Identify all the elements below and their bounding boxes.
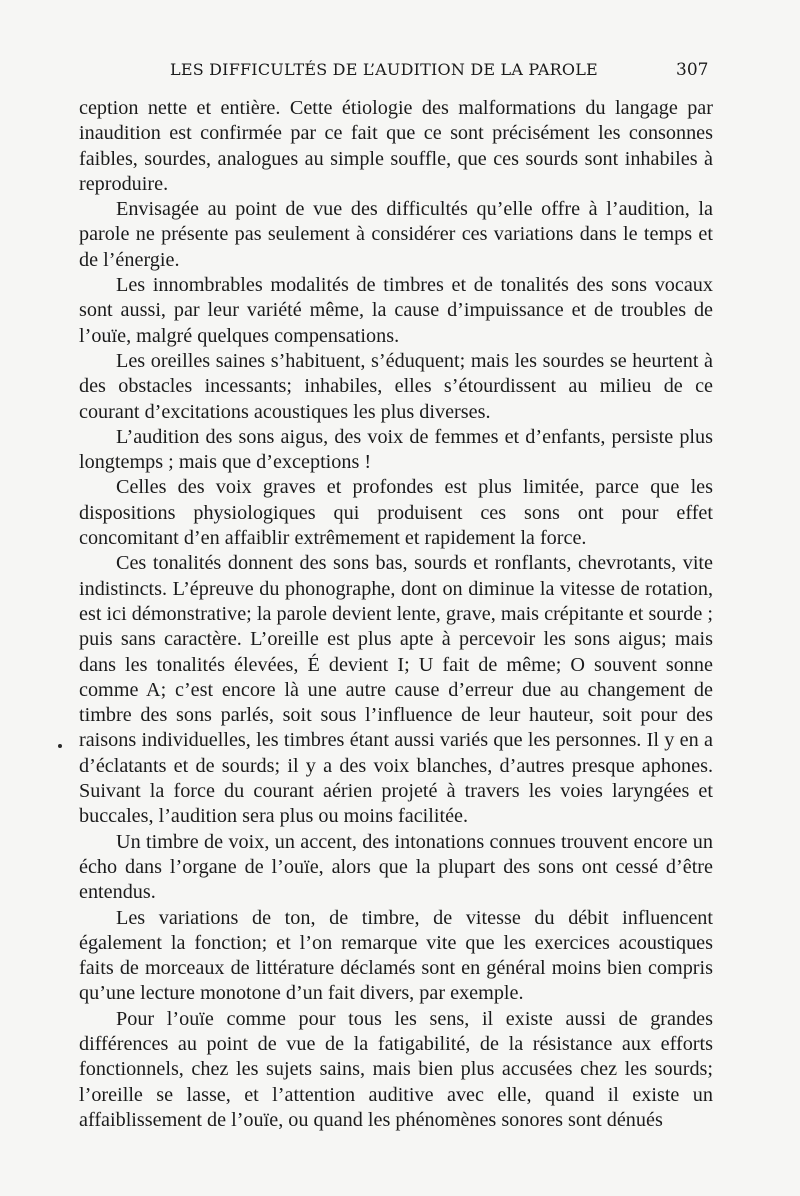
running-title: LES DIFFICULTÉS DE L’AUDITION DE LA PAROLE: [170, 60, 598, 79]
paragraph: Les variations de ton, de timbre, de vitesse du débit influencent également la fonction; et l’on remarque vite que les exercices acoustiques faits de morceaux de littérature déclamés sont en général moins bien compris qu’une lecture monotone d’un fait divers, par exemple.: [79, 906, 713, 1005]
paragraph: Envisagée au point de vue des difficultés qu’elle offre à l’audition, la parole ne présente pas seulement à considérer ces variations dans le temps et de l’énergie.: [79, 198, 713, 271]
paragraph: Les oreilles saines s’habituent, s’éduquent; mais les sourdes se heurtent à des obstacles incessants; inhabiles, elles s’étourdissent au milieu de ce courant d’excitations acoustiques les plus diverses.: [79, 349, 713, 423]
paragraph: Celles des voix graves et profondes est plus limitée, parce que les dispositions physiologiques qui produisent ces sons ont pour effet concomitant d’en affaiblir extrêmement et rapidement la force.: [79, 476, 713, 550]
paragraph: Les innombrables modalités de timbres et de tonalités des sons vocaux sont aussi, par leur variété même, la cause d’impuissance et de troubles de l’ouïe, malgré quelques compensations.: [79, 274, 713, 347]
paragraph: Ces tonalités donnent des sons bas, sourds et ronflants, chevrotants, vite indistincts. L’épreuve du phonographe, dont on diminue la vitesse de rotation, est ici démonstrative; la parole devient lente, grave, mais crépitante et sourde ; puis sans caractère. L’oreille est plus apte à percevoir les sons aigus; mais dans les tonalités élevées, É devient I; U fait de même; O souvent sonne comme A; c’est encore là une autre cause d’erreur due au changement de timbre des sons parlés, soit sous l’influence de leur hauteur, soit pour des raisons individuelles, les timbres étant aussi variés que les personnes. Il y en a d’éclatants et de sourds; il y a des voix blanches, d’autres presque aphones. Suivant la force du courant aérien projeté à travers les voies laryngées et buccales, l’audition sera plus ou moins facilitée.: [79, 552, 713, 828]
page-number: 307: [676, 60, 709, 80]
body-text: [79, 96, 713, 1133]
ink-speck: [58, 744, 62, 748]
paragraph-continuation: ception nette et entière. Cette étiologie des malformations du langage par inaudition est confirmée par ce fait que ce sont précisément les consonnes faibles, sourdes, analogues au simple souffle, que ces sourds sont inhabiles à reproduire.: [79, 97, 713, 195]
paragraph: L’audition des sons aigus, des voix de femmes et d’enfants, persiste plus longtemps ; mais que d’exceptions !: [79, 425, 713, 474]
paragraph: Pour l’ouïe comme pour tous les sens, il existe aussi de grandes différences au point de vue de la fatigabilité, de la résistance aux efforts fonctionnels, chez les sujets sains, mais bien plus accusées chez les sourds; l’oreille se lasse, et l’attention auditive avec elle, quand il existe un affaiblissement de l’ouïe, ou quand les phénomènes sonores sont dénués: [79, 1007, 713, 1131]
paragraph: Un timbre de voix, un accent, des intonations connues trouvent encore un écho dans l’organe de l’ouïe, alors que la plupart des sons ont cessé d’être entendus.: [79, 830, 713, 904]
